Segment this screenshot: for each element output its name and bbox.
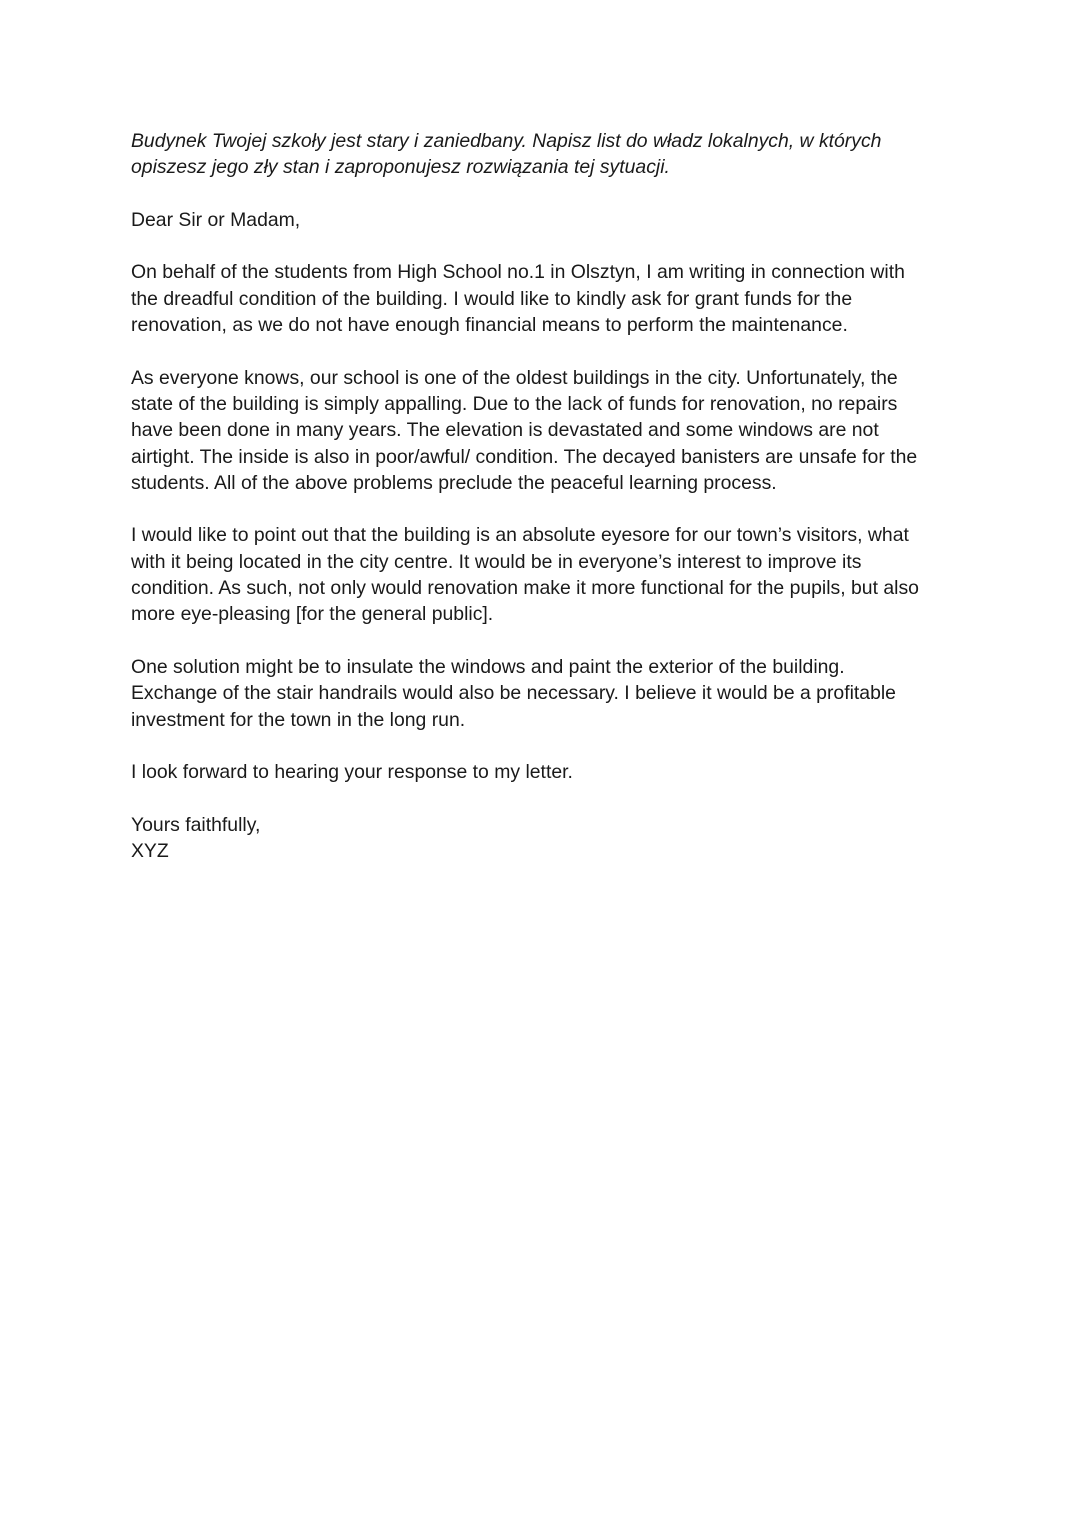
paragraph-line: investment for the town in the long run. [131,708,466,731]
paragraph-line: state of the building is simply appalling. Due to the lack of funds for renovation, no repairs [131,392,898,415]
paragraph-line: I would like to point out that the building is an absolute eyesore for our town’s visitors, what [131,524,909,547]
closing-block [131,812,961,865]
paragraph-line: have been done in many years. The elevation is devastated and some windows are not [131,419,879,442]
paragraph-line: airtight. The inside is also in poor/awful/ condition. The decayed banisters are unsafe for the [131,445,918,468]
paragraph-closing-remark [131,759,961,785]
paragraph-line: As everyone knows, our school is one of the oldest buildings in the city. Unfortunately, the [131,366,898,389]
task-prompt [131,128,961,181]
salutation [131,207,961,233]
paragraph-line: the dreadful condition of the building. I would like to kindly ask for grant funds for the [131,287,853,310]
signature: XYZ [131,840,169,863]
paragraph-condition [131,365,961,496]
paragraph-line: condition. As such, not only would renovation make it more functional for the pupils, but also [131,577,919,600]
prompt-line: opiszesz jego zły stan i zaproponujesz rozwiązania tej sytuacji. [131,156,670,179]
prompt-line: Budynek Twojej szkoły jest stary i zaniedbany. Napisz list do władz lokalnych, w których [131,130,882,152]
letter-body [131,128,961,864]
paragraph-eyesore [131,522,961,627]
paragraph-line: Exchange of the stair handrails would also be necessary. I believe it would be a profitable [131,682,896,705]
paragraph-line: On behalf of the students from High School no.1 in Olsztyn, I am writing in connection with [131,261,905,284]
paragraph-line: with it being located in the city centre. It would be in everyone’s interest to improve its [131,550,862,573]
paragraph-line: One solution might be to insulate the windows and paint the exterior of the building. [131,655,845,678]
salutation-text: Dear Sir or Madam, [131,208,301,231]
closing-text: Yours faithfully, [131,813,261,836]
paragraph-solution [131,654,961,733]
paragraph-line: I look forward to hearing your response to my letter. [131,761,573,784]
paragraph-line: renovation, as we do not have enough financial means to perform the maintenance. [131,314,848,337]
paragraph-line: students. All of the above problems preclude the peaceful learning process. [131,471,777,494]
paragraph-line: more eye-pleasing [for the general public]. [131,603,494,626]
paragraph-intro [131,259,961,338]
